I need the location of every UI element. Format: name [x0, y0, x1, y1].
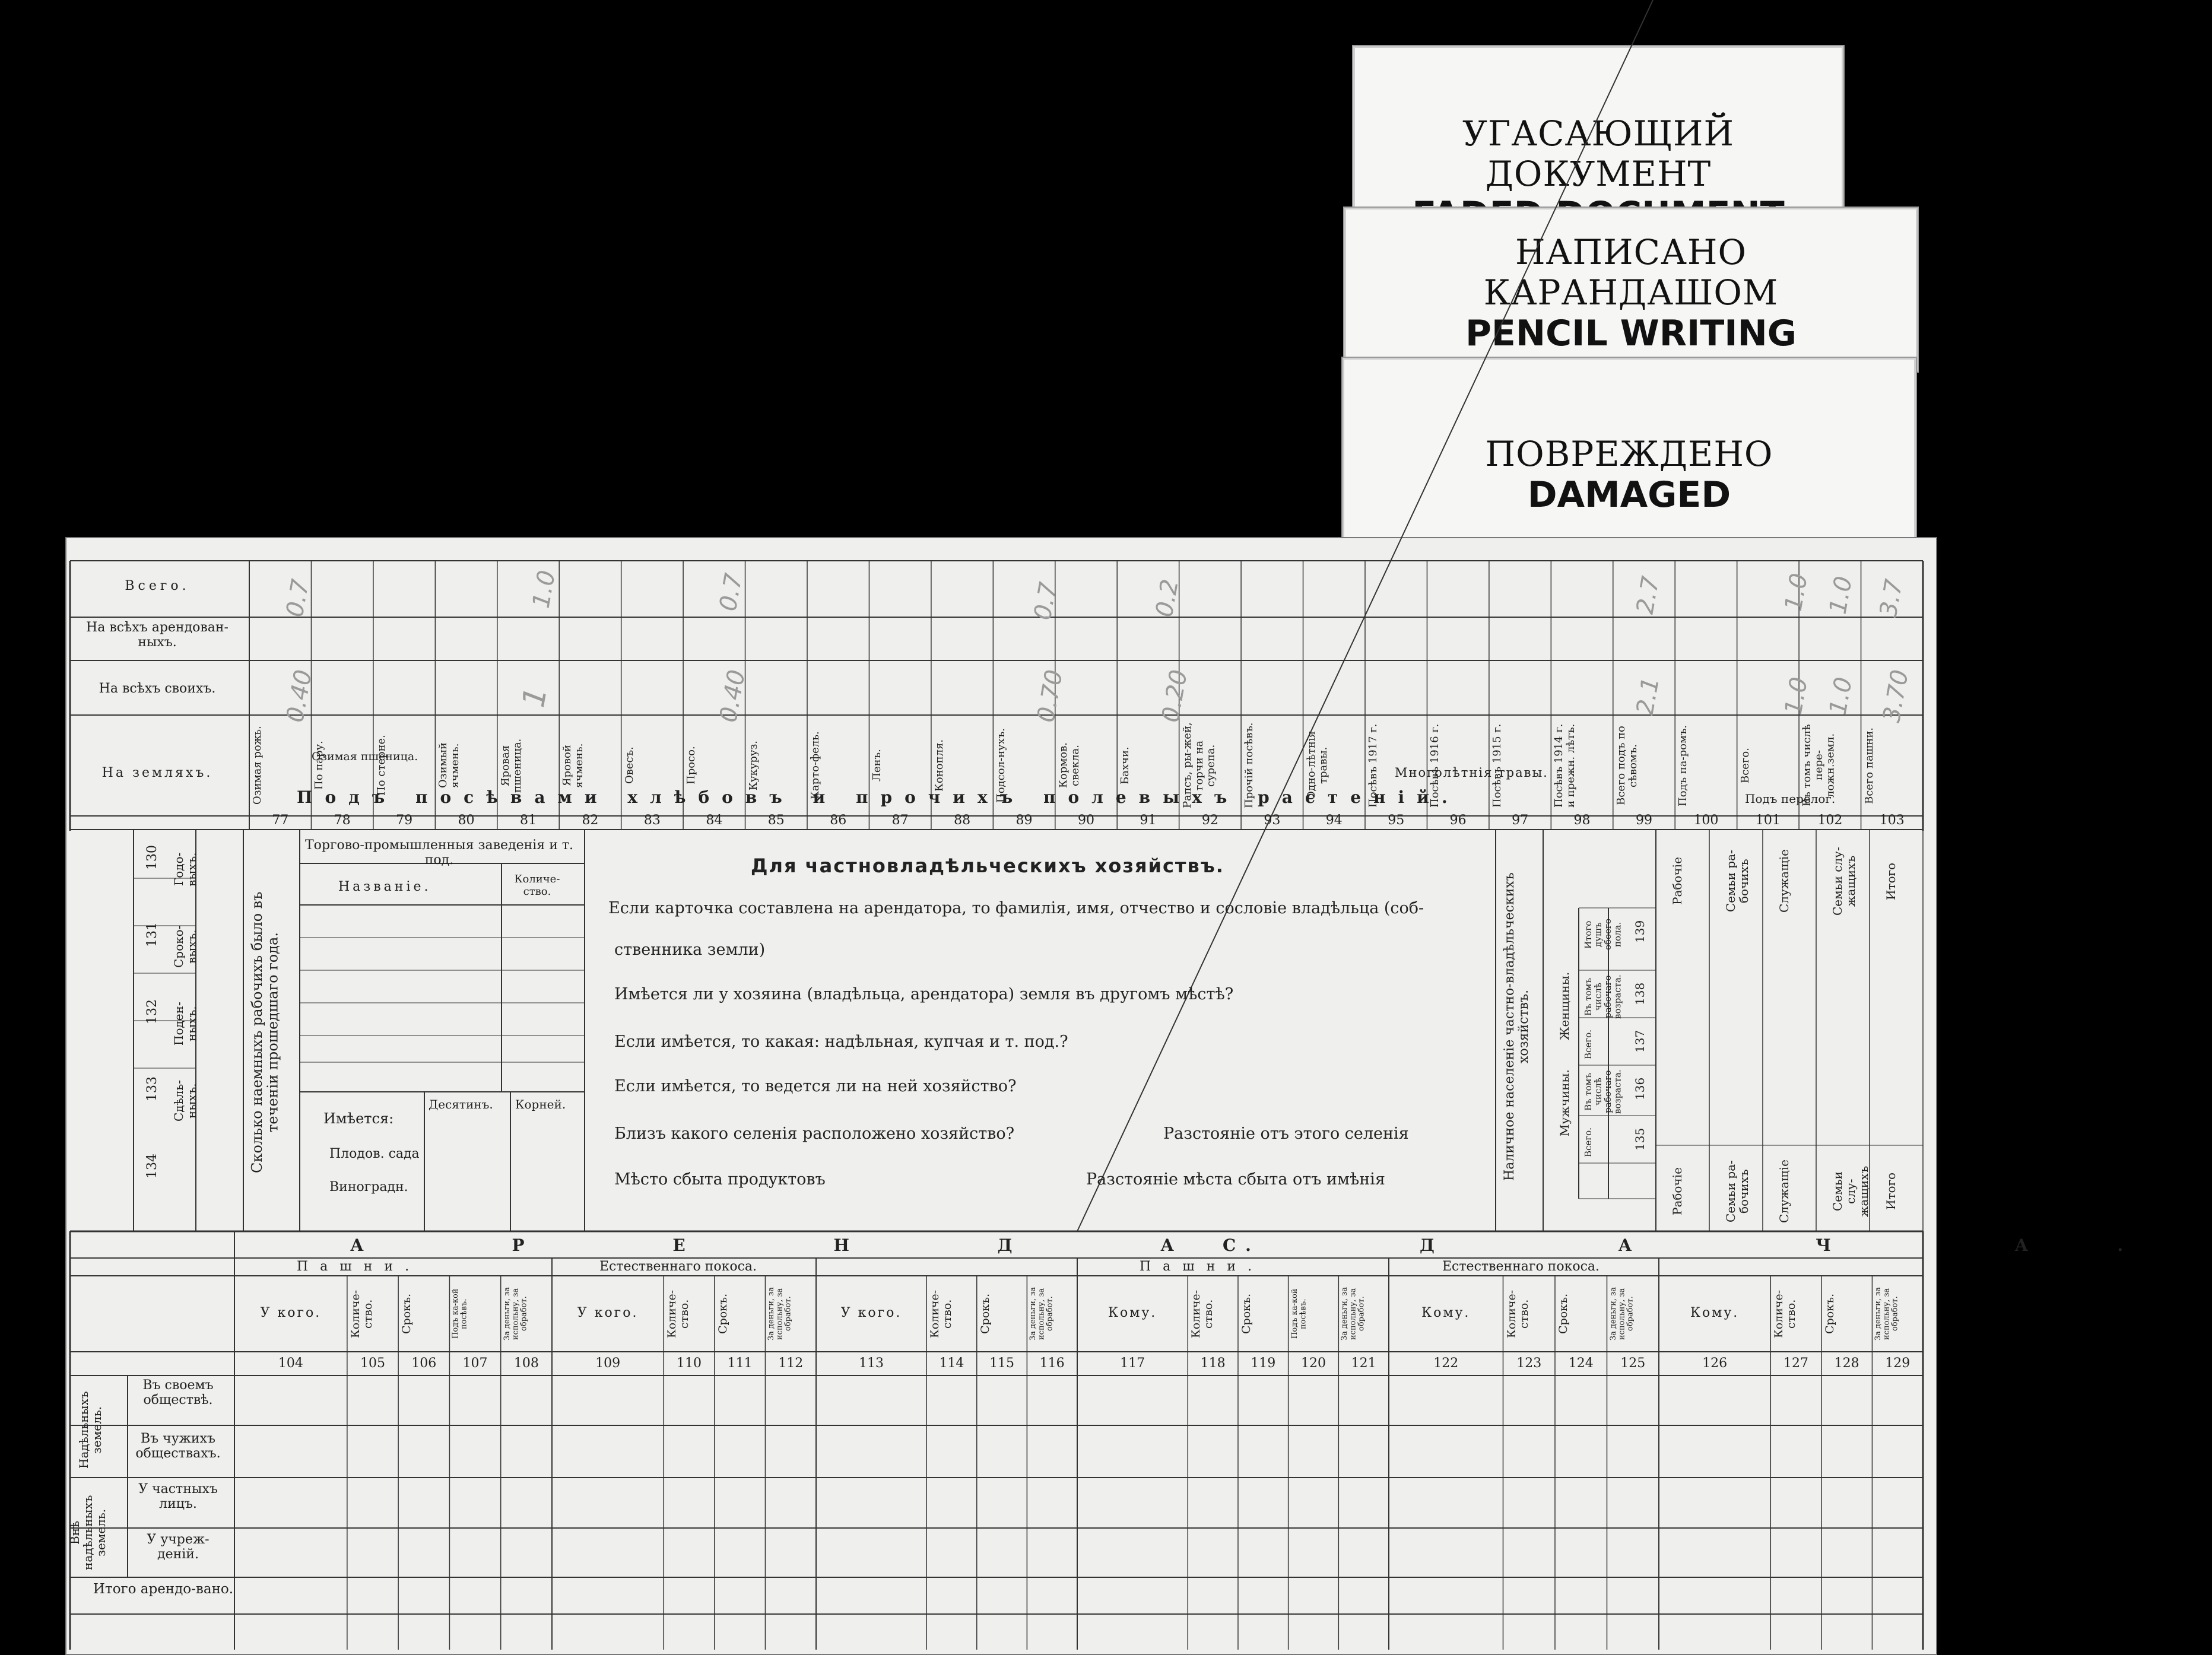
top-col-label-89: Подсол-нухъ.	[995, 728, 1008, 803]
lease-col-label-114: Количе-ство.	[928, 1289, 954, 1338]
top-col-num-93: 93	[1264, 813, 1281, 828]
lease-col-num-123: 123	[1516, 1356, 1542, 1371]
top-col-num-89: 89	[1015, 813, 1033, 828]
women-label: Женщины.	[1557, 971, 1572, 1040]
top-col-label-97: Посѣвъ 1915 г.	[1490, 723, 1503, 808]
top-col-label-92: Рапсъ, ры-жей, горчи на сурепа.	[1180, 722, 1217, 809]
top-col-num-90: 90	[1077, 813, 1094, 828]
trade-name-header: Названіе.	[338, 879, 431, 894]
lease-col-label-120: Подъ ка-кой посѣвъ.	[1290, 1288, 1307, 1339]
pop-label-139: Итого душъ обоего пола.	[1583, 919, 1623, 951]
pencil-vsego-6: 2.7	[1631, 574, 1665, 617]
pencil-svoikh-3: 0.40	[715, 668, 751, 725]
pencil-vsego-3: 0.7	[714, 571, 748, 614]
question-farming: Если имѣется, то ведется ли на ней хозяйство?	[614, 1077, 1017, 1095]
pop-num-135: 135	[1633, 1127, 1647, 1151]
pencil-label-ru-2: КАРАНДАШОМ	[1483, 272, 1779, 313]
top-col-num-80: 80	[458, 813, 475, 828]
pencil-vsego-4: 0.7	[1029, 580, 1062, 622]
pop-col-bottom-1: Семьи ра-бочихъ	[1724, 1160, 1751, 1222]
pencil-vsego-8: 1.0	[1824, 574, 1858, 617]
lease-col-num-120: 120	[1300, 1356, 1326, 1371]
pencil-svoikh-2: 1	[516, 684, 554, 710]
lease-col-num-129: 129	[1885, 1356, 1910, 1371]
hired-num-131: 131	[145, 922, 160, 947]
lease-col-num-119: 119	[1251, 1356, 1276, 1371]
lease-col-label-128: Срокъ.	[1823, 1293, 1836, 1335]
lease-col-num-116: 116	[1039, 1356, 1065, 1371]
top-col-num-98: 98	[1573, 813, 1591, 828]
top-col-label-100: Подъ па-ромъ.	[1677, 725, 1690, 806]
lease-col-num-110: 110	[677, 1356, 702, 1371]
row-label-arendovannykh: На всѣхъ арендован-ныхъ.	[86, 620, 229, 650]
question-owner-cont: ственника земли)	[614, 941, 766, 959]
lease-col-label-122: Кому.	[1421, 1305, 1471, 1320]
top-col-label-77: Озимая рожь.	[251, 726, 264, 805]
top-col-num-88: 88	[954, 813, 971, 828]
top-col-num-81: 81	[519, 813, 537, 828]
top-col-label-95: Посѣвъ 1917 г.	[1367, 723, 1379, 808]
hired-label-134	[172, 1145, 196, 1211]
top-col-label-96: Посѣвъ 1916 г.	[1429, 723, 1442, 808]
lease-col-label-115: Срокъ.	[978, 1293, 992, 1335]
hired-num-130: 130	[145, 845, 160, 870]
pencil-svoikh-7: 1.0	[1779, 675, 1813, 717]
top-col-label-88: Конопля.	[932, 739, 945, 792]
hired-num-133: 133	[145, 1076, 160, 1101]
trade-count-header: Количе-ство.	[514, 873, 560, 898]
question-other-land: Имѣется ли у хозяина (владѣльца, арендатора) земля въ другомъ мѣстѣ?	[614, 985, 1234, 1003]
top-col-num-91: 91	[1140, 813, 1157, 828]
group-vnenadel-label: Внѣ надѣльныхъ земель.	[68, 1495, 108, 1570]
lease-col-num-117: 117	[1120, 1356, 1145, 1371]
top-col-label-81: Яровая пшеница.	[499, 738, 523, 793]
pop-col-bottom-4: Итого	[1884, 1172, 1898, 1211]
lease-col-num-121: 121	[1351, 1356, 1376, 1371]
faded-label-ru: УГАСАЮЩИЙ ДОКУМЕНТ	[1462, 113, 1735, 194]
sdacha-pokos-label: Естественнаго покоса.	[1442, 1259, 1600, 1274]
top-col-label-94: Одно-лѣтнія травы.	[1305, 730, 1329, 801]
top-col-num-87: 87	[891, 813, 909, 828]
row-total-leased: Итого арендо-вано.	[93, 1581, 234, 1597]
row-label-zemlyakh: На земляхъ.	[101, 765, 213, 780]
row-other-community: Въ чужихъ обществахъ.	[135, 1431, 221, 1462]
lease-col-num-111: 111	[727, 1356, 753, 1371]
men-label: Мужчины.	[1557, 1069, 1572, 1136]
korney-header: Корней.	[515, 1097, 566, 1111]
pencil-vsego-5: 0.2	[1150, 577, 1184, 620]
pop-col-top-0: Рабочіе	[1670, 857, 1684, 906]
lease-col-num-104: 104	[278, 1356, 303, 1371]
vineyards-label: Виноградн.	[329, 1180, 408, 1195]
question-land-type: Если имѣется, то какая: надѣльная, купчая и т. под.?	[614, 1033, 1068, 1051]
top-col-num-94: 94	[1325, 813, 1343, 828]
top-col-label-98: Посѣвъ 1914 г. и прежн. лѣтъ.	[1553, 723, 1578, 808]
lease-col-label-129: За деньги, за испольну, за обработ.	[1874, 1287, 1900, 1341]
pop-label-138: Въ томъ числѣ рабочаго возраста.	[1583, 974, 1623, 1019]
pencil-svoikh-8: 1.0	[1824, 675, 1858, 717]
pencil-svoikh-6: 2.1	[1631, 675, 1665, 717]
top-col-num-78: 78	[334, 813, 351, 828]
lease-col-label-110: Количе-ство.	[665, 1289, 691, 1338]
lease-col-label-105: Количе-ство.	[348, 1289, 375, 1338]
pop-col-bottom-3: Семьи слу-жащихъ	[1830, 1165, 1871, 1217]
sdacha-title: С Д А Ч А.	[1223, 1235, 2212, 1255]
pencil-svoikh-4: 0.70	[1032, 668, 1068, 725]
lease-col-num-118: 118	[1200, 1356, 1226, 1371]
damaged-label-en: DAMAGED	[1527, 474, 1731, 516]
top-col-label-90: Кормов. свекла.	[1056, 742, 1081, 789]
hired-num-132: 132	[145, 999, 160, 1024]
lease-col-label-125: За деньги, за испольну, за обработ.	[1608, 1287, 1635, 1341]
top-col-num-101: 101	[1755, 813, 1781, 828]
lease-col-num-105: 105	[360, 1356, 385, 1371]
hired-label-132: Поден-ныхъ.	[172, 1002, 199, 1046]
hired-num-134: 134	[145, 1154, 160, 1178]
top-col-num-83: 83	[643, 813, 661, 828]
trade-title: Торгово-промышленныя заведенія и т. под.	[304, 838, 574, 868]
top-col-num-86: 86	[830, 813, 847, 828]
pencil-svoikh-1: 0.40	[281, 668, 318, 725]
top-col-label-82: Яровой ячмень.	[561, 743, 586, 788]
top-col-label-78: По пару.	[313, 741, 326, 790]
pencil-vsego-1: 0.7	[281, 577, 315, 620]
arenda-pashni-label: Пашни.	[297, 1259, 421, 1274]
lease-col-label-118: Количе-ство.	[1189, 1289, 1216, 1338]
lease-col-num-115: 115	[989, 1356, 1015, 1371]
ozimaya-pshenitsa-label: Озимая пшеница.	[312, 750, 418, 763]
top-col-num-102: 102	[1817, 813, 1843, 828]
lease-col-label-111: Срокъ.	[716, 1293, 729, 1335]
pop-col-bottom-2: Служащіе	[1777, 1160, 1791, 1223]
row-private-persons: У частныхъ лицъ.	[138, 1482, 218, 1512]
desyatin-header: Десятинъ.	[429, 1097, 493, 1111]
lease-col-label-121: За деньги, за испольну, за обработ.	[1340, 1287, 1366, 1341]
lease-col-num-128: 128	[1834, 1356, 1859, 1371]
arenda-title: А Р Е Н Д А.	[350, 1235, 1322, 1255]
lease-col-num-108: 108	[513, 1356, 539, 1371]
pencil-svoikh-9: 3.70	[1878, 668, 1914, 725]
top-col-num-99: 99	[1635, 813, 1652, 828]
lease-col-label-126: Кому.	[1690, 1305, 1740, 1320]
population-title: Наличное населеніе частно-владѣльческихъ хозяйствъ.	[1502, 872, 1532, 1181]
pop-label-137: Всего.	[1583, 1030, 1594, 1059]
pop-num-136: 136	[1633, 1077, 1647, 1101]
lease-col-label-104: У кого.	[260, 1305, 322, 1320]
pop-col-bottom-0: Рабочіе	[1670, 1167, 1684, 1215]
row-label-vsego: Всего.	[125, 579, 190, 593]
top-col-label-91: Бахчи.	[1119, 747, 1132, 784]
hired-label-130: Годо-выхъ.	[172, 852, 199, 887]
top-col-num-77: 77	[272, 813, 289, 828]
lease-col-num-107: 107	[462, 1356, 488, 1371]
row-label-svoikh: На всѣхъ своихъ.	[99, 681, 216, 696]
pop-num-139: 139	[1633, 920, 1647, 944]
lease-col-label-107: Подъ ка-кой посѣвъ.	[451, 1288, 469, 1339]
hired-label-133: Сдѣль-ныхъ.	[172, 1079, 199, 1122]
lease-col-label-113: У кого.	[840, 1305, 902, 1320]
hired-workers-title: Сколько наемныхъ рабочихъ было въ теченіи прошедшаго года.	[249, 891, 281, 1174]
lease-col-label-109: У кого.	[577, 1305, 639, 1320]
top-col-label-86: Карто-фель.	[809, 731, 821, 800]
pop-col-top-3: Семьи слу-жащихъ	[1830, 847, 1858, 916]
top-col-num-103: 103	[1879, 813, 1905, 828]
top-col-label-93: Прочій посѣвъ.	[1243, 722, 1256, 809]
top-col-num-95: 95	[1388, 813, 1405, 828]
lease-col-num-114: 114	[939, 1356, 964, 1371]
top-col-label-103: Всего пашни.	[1862, 727, 1875, 804]
row-own-community: Въ своемъ обществѣ.	[142, 1378, 214, 1408]
gardens-label: Плодов. сада	[329, 1146, 420, 1161]
pencil-vsego-9: 3.7	[1874, 577, 1908, 620]
pop-num-137: 137	[1633, 1030, 1647, 1053]
lease-col-label-117: Кому.	[1107, 1305, 1157, 1320]
pencil-svoikh-5: 0.20	[1157, 668, 1193, 725]
question-village: Близъ какого селенія расположено хозяйство?	[614, 1124, 1015, 1143]
top-col-label-84: Просо.	[685, 746, 698, 785]
lease-col-num-109: 109	[595, 1356, 621, 1371]
lease-col-num-112: 112	[778, 1356, 804, 1371]
pop-label-135: Всего.	[1583, 1127, 1594, 1157]
pencil-vsego-7: 1.0	[1779, 571, 1813, 614]
question-owner: Если карточка составлена на арендатора, то фамилія, имя, отчество и сословіе владѣльца (соб-	[608, 899, 1424, 917]
pencil-label-en: PENCIL WRITING	[1465, 313, 1797, 354]
question-market: Мѣсто сбыта продуктовъ	[614, 1170, 826, 1189]
hired-label-131: Сроко-выхъ.	[172, 925, 199, 968]
lease-col-num-113: 113	[859, 1356, 884, 1371]
row-institutions: У учреж-деній.	[147, 1532, 210, 1562]
pop-label-136: Въ томъ числѣ рабочаго возраста.	[1583, 1069, 1623, 1114]
top-col-num-97: 97	[1512, 813, 1529, 828]
top-col-num-84: 84	[706, 813, 723, 828]
pop-num-138: 138	[1633, 982, 1647, 1006]
pop-col-top-4: Итого	[1884, 862, 1898, 900]
lease-col-num-125: 125	[1620, 1356, 1646, 1371]
pod-perelog-label: Подъ перелог.	[1745, 792, 1836, 806]
lease-col-label-127: Количе-ство.	[1772, 1289, 1798, 1338]
top-col-num-82: 82	[582, 813, 599, 828]
band-label: Подъ посѣвами хлѣбовъ и прочихъ полевыхъ растеній.	[297, 787, 1460, 807]
lease-col-num-124: 124	[1568, 1356, 1594, 1371]
damaged-label-ru: ПОВРЕЖДЕНО	[1485, 434, 1773, 474]
pencil-label-ru-1: НАПИСАНО	[1515, 232, 1747, 272]
top-col-label-87: Ленъ.	[871, 749, 884, 782]
lease-col-label-124: Срокъ.	[1557, 1293, 1570, 1335]
question-market-distance: Разстояніе мѣста сбыта отъ имѣнія	[1086, 1170, 1385, 1189]
has-label: Имѣется:	[323, 1110, 394, 1127]
group-nadel-label: Надѣльныхъ земель.	[77, 1391, 104, 1469]
top-col-label-83: Овесъ.	[623, 747, 636, 784]
top-col-label-102: Въ томъ числѣ пере-ложн.земл.	[1801, 724, 1837, 807]
top-col-num-96: 96	[1449, 813, 1467, 828]
lease-col-label-119: Срокъ.	[1239, 1293, 1253, 1335]
top-col-label-85: Кукуруз.	[747, 741, 760, 791]
top-col-num-92: 92	[1201, 813, 1218, 828]
lease-col-label-106: Срокъ.	[400, 1293, 414, 1335]
top-col-label-101: Всего.	[1738, 748, 1751, 783]
top-col-num-100: 100	[1693, 813, 1719, 828]
pop-col-top-1: Семьи ра-бочихъ	[1724, 850, 1751, 913]
question-village-distance: Разстояніе отъ этого селенія	[1163, 1124, 1409, 1143]
top-col-label-79: По стерне.	[375, 735, 388, 796]
lease-col-label-108: За деньги, за испольну, за обработ.	[502, 1287, 529, 1341]
top-col-num-79: 79	[396, 813, 413, 828]
mnogolet-label: Многолѣтнія травы.	[1395, 765, 1548, 780]
top-col-label-80: Озимый ячмень.	[437, 742, 462, 789]
sdacha-pashni-label: Пашни.	[1140, 1259, 1264, 1274]
private-farms-title: Для частновладѣльческихъ хозяйствъ.	[751, 854, 1224, 877]
top-col-num-85: 85	[767, 813, 785, 828]
pencil-vsego-2: 1.0	[527, 568, 561, 611]
lease-col-num-122: 122	[1433, 1356, 1459, 1371]
lease-col-num-126: 126	[1702, 1356, 1728, 1371]
pop-col-top-2: Служащіе	[1777, 849, 1791, 913]
lease-col-num-106: 106	[411, 1356, 437, 1371]
lease-col-label-123: Количе-ство.	[1505, 1289, 1531, 1338]
top-col-label-99: Всего подъ по сѣвомъ.	[1614, 726, 1639, 805]
lease-col-num-127: 127	[1783, 1356, 1809, 1371]
lease-col-label-112: За деньги, за испольну, за обработ.	[767, 1287, 794, 1341]
arenda-pokos-label: Естественнаго покоса.	[599, 1259, 757, 1274]
lease-col-label-116: За деньги, за испольну, за обработ.	[1029, 1287, 1055, 1341]
